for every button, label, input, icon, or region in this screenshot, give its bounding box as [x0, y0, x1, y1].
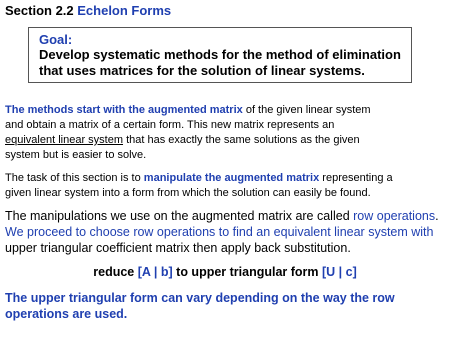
goal-line-2: that uses matrices for the solution of linear systems.	[39, 63, 365, 78]
para1-line1	[5, 104, 371, 116]
para1-line4: system but is easier to solve.	[5, 149, 147, 161]
para2-line1-post: representing a	[319, 172, 393, 184]
reduce-ab: [A | b]	[137, 265, 173, 279]
section-number: Section 2.2	[5, 3, 78, 18]
manipulate-highlight: manipulate the augmented matrix	[143, 172, 320, 184]
para3-line1-post: .	[435, 209, 439, 223]
para3-line2: We proceed to choose row operations to find an equivalent linear system with	[5, 225, 434, 239]
closing-line1: The upper triangular form can vary depending on the way the row	[5, 291, 395, 305]
closing-line2: operations are used.	[5, 307, 128, 321]
para3-line1	[5, 209, 439, 223]
reduce-uc: [U | c]	[322, 265, 357, 279]
para1-line1-rest: of the given linear system	[242, 104, 371, 116]
reduce-mid: to upper triangular form	[172, 265, 322, 279]
equivalent-system-underlined: equivalent linear system	[5, 134, 124, 146]
section-title	[5, 3, 171, 18]
para1-line2: and obtain a matrix of a certain form. This new matrix represents an	[5, 119, 335, 131]
para2-line1-pre: The task of this section is to	[5, 172, 144, 184]
para2-line2: given linear system into a form from which the solution can easily be found.	[5, 187, 371, 199]
para1-line3-rest: that has exactly the same solutions as the given	[123, 134, 360, 146]
row-operations-highlight: row operations	[353, 209, 436, 223]
goal-line-1: Develop systematic methods for the method of elimination	[39, 47, 401, 62]
para1-line3	[5, 134, 360, 146]
para2-line1	[5, 172, 393, 184]
para3-line3: upper triangular coefficient matrix then apply back substitution.	[5, 241, 351, 255]
augmented-matrix-highlight: The methods start with the augmented matrix	[5, 104, 243, 116]
goal-label: Goal:	[39, 32, 73, 47]
section-name: Echelon Forms	[77, 3, 172, 18]
reduce-pre: reduce	[93, 265, 138, 279]
goal-box	[28, 27, 412, 83]
reduce-statement	[0, 265, 450, 279]
para3-line1-pre: The manipulations we use on the augmented matrix are called	[5, 209, 354, 223]
